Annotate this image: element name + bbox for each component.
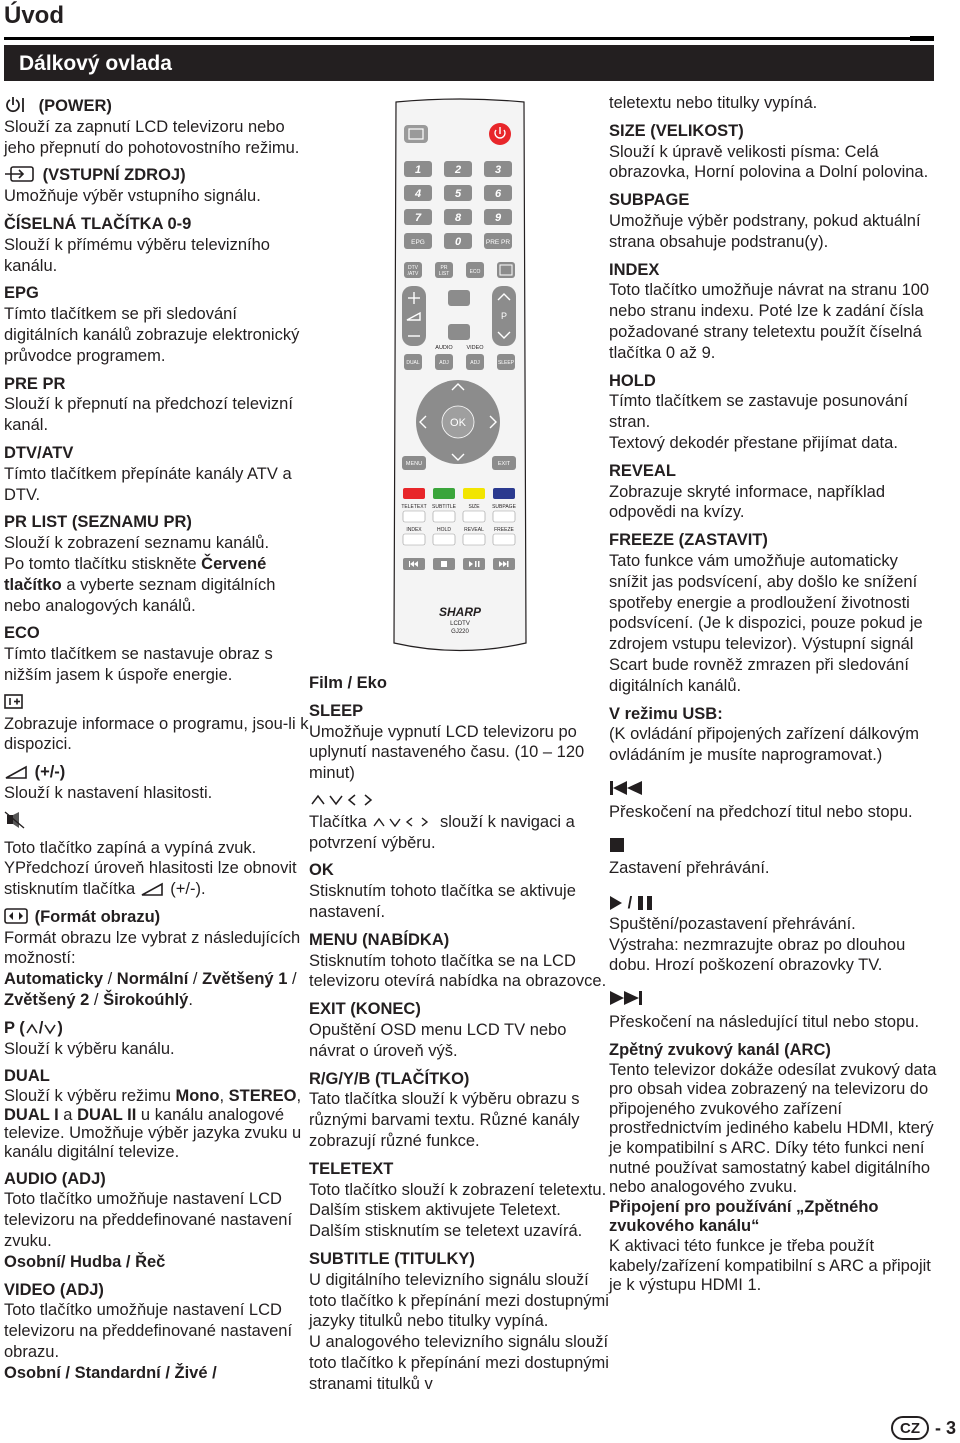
dual-and: a — [58, 1105, 78, 1124]
remote-blue-button — [493, 488, 515, 499]
remote-dtv-label: DTV — [408, 265, 418, 271]
chevron-up-icon — [25, 1022, 39, 1036]
video-desc: Toto tlačítko umožňuje nastavení LCD televizoru na předdefinované nastavení obrazu. — [4, 1301, 293, 1362]
mute-text-b: (+/-). — [165, 880, 206, 899]
info-heading — [4, 693, 309, 714]
hold-desc-2: Textový dekodér přestane přijímat data. — [609, 433, 898, 452]
remote-key-7: 7 — [414, 212, 422, 224]
remote-reveal-label: REVEAL — [464, 527, 484, 533]
pause-icon — [637, 895, 653, 911]
teletext-desc-1: Toto tlačítko slouží k zobrazení teletextu. — [309, 1180, 607, 1199]
remote-p-label: P — [500, 311, 508, 321]
arc-connect-desc: K aktivaci této funkce je třeba použít kabely/zařízení kompatibilní s ARC a připojit je k výstupu HDMI 1. — [609, 1237, 931, 1295]
remote-key-4: 4 — [414, 188, 422, 200]
remote-model-line2: GJ220 — [451, 629, 469, 635]
language-badge: CZ — [891, 1416, 929, 1440]
info-icon — [4, 693, 24, 711]
sleep-desc: Umožňuje vypnutí LCD televizoru po uplynutí nastaveného času. (10 – 120 minut) — [309, 722, 585, 783]
remote-svg — [390, 98, 530, 658]
mute-heading — [4, 811, 309, 832]
mute-icon — [4, 811, 26, 829]
remote-menu-label: MENU — [405, 461, 423, 467]
index-heading: INDEX — [609, 260, 660, 279]
exit-heading: EXIT (KONEC) — [309, 1000, 421, 1019]
arc-connect-heading: Připojení pro používání „Zpětného zvukového kanálu“ — [609, 1197, 879, 1236]
format-heading — [4, 907, 309, 928]
nav-desc — [309, 812, 609, 854]
epg-heading: EPG — [4, 284, 39, 303]
remote-key-0: 0 — [454, 236, 462, 248]
remote-index-label: INDEX — [406, 527, 422, 533]
separator: / — [89, 991, 104, 1010]
remote-mute-button — [448, 290, 470, 306]
skip-next-icon — [609, 990, 647, 1006]
remote-list-label: LIST — [438, 271, 450, 277]
epg-desc: Tímto tlačítkem se při sledování digitálních kanálů zobrazuje elektronický průvodce programem. — [4, 305, 300, 365]
input-source-icon — [4, 165, 38, 183]
arc-desc: Tento televizor dokáže odesílat zvukový data pro obsah videa zobrazený na televizoru do připojeného zvukového zařízení prostřednictvím jediného kabelu HDMI, který je kompatibilní s ARC. Díky této funkci není nutné používat samostatný kabel digitálního nebo analogového zvuku. — [609, 1060, 937, 1197]
period: . — [188, 991, 193, 1010]
remote-size-label: SIZE — [468, 504, 480, 510]
page-footer — [891, 1416, 956, 1440]
dual-heading: DUAL — [4, 1067, 50, 1086]
rgyb-heading: R/G/Y/B (TLAČÍTKO) — [309, 1069, 470, 1088]
comma: , — [219, 1087, 229, 1106]
subpage-desc: Umožňuje výběr podstrany, pokud aktuální strana obsahuje podstranu(y). — [609, 211, 921, 251]
source-heading — [4, 165, 309, 186]
usb-heading: V režimu USB: — [609, 704, 723, 723]
mute-desc-2 — [4, 858, 309, 900]
remote-dual-label: DUAL — [406, 360, 420, 366]
dual-i: DUAL I — [4, 1105, 59, 1124]
remote-hold-label: HOLD — [437, 527, 451, 533]
arc-heading: Zpětný zvukový kanál (ARC) — [609, 1040, 831, 1059]
remote-prepr-label: PRE PR — [485, 239, 511, 246]
arrow-keys-inline-icon — [371, 814, 435, 830]
hold-heading: HOLD — [609, 371, 656, 390]
separator: / — [103, 970, 117, 989]
format-label: (Formát obrazu) — [34, 907, 161, 926]
play-icon — [609, 895, 623, 911]
remote-key-9: 9 — [494, 212, 502, 224]
remote-key-8: 8 — [454, 212, 462, 224]
page-number: - 3 — [934, 1417, 956, 1438]
column-middle — [309, 673, 609, 1395]
remote-ok-label: OK — [450, 417, 466, 429]
dtv-heading: DTV/ATV — [4, 443, 74, 462]
format-option-zoom1: Zvětšený 1 — [202, 970, 288, 989]
play-desc-2: Výstraha: nezmrazujte obraz po dlouhou dobu. Hrozí poškození obrazovky TV. — [609, 935, 906, 975]
remote-atv-label: /ATV — [407, 271, 419, 277]
p-label: P ( — [4, 1018, 25, 1037]
usb-desc: (K ovládání připojených zařízení dálkovým ovládáním je musíte naprogramovat.) — [609, 725, 919, 765]
remote-key-3: 3 — [494, 164, 502, 176]
teletext-heading: TELETEXT — [309, 1159, 394, 1178]
size-desc: Slouží k úpravě velikosti písma: Celá obrazovka, Horní polovina a Dolní polovina. — [609, 142, 929, 182]
remote-model-line1: LCDTV — [450, 621, 470, 627]
source-label: (VSTUPNÍ ZDROJ) — [42, 166, 186, 185]
slash: / — [38, 1018, 44, 1037]
teletext-desc-2: Dalším stiskem aktivujete Teletext. — [309, 1201, 561, 1220]
rgyb-desc: Tato tlačítka slouží k výběru obrazu s různými barvami textu. Různé kanály zobrazují různé funkce. — [309, 1090, 580, 1150]
power-desc: Slouží za zapnutí LCD televizoru nebo jeho přepnutí do pohotovostního režimu. — [4, 117, 300, 157]
teletext-desc-3: Dalším stisknutím se teletext uzavírá. — [309, 1222, 583, 1241]
prev-heading — [609, 780, 939, 802]
video-heading: VIDEO (ADJ) — [4, 1280, 104, 1299]
stop-heading — [609, 837, 939, 859]
column-left — [4, 96, 309, 1384]
remote-epg-label: EPG — [411, 239, 425, 246]
volume-icon — [4, 764, 30, 780]
separator: / — [188, 970, 203, 989]
reveal-heading: REVEAL — [609, 461, 676, 480]
index-desc: Toto tlačítko umožňuje návrat na stranu 100 nebo stranu indexu. Poté lze k zadání čísla požadované strany teletextu použít číselná tlačítka 0 až 9. — [609, 281, 930, 362]
remote-pr-label: PR — [440, 265, 448, 271]
play-separator: / — [623, 894, 637, 913]
prev-desc: Přeskočení na předchozí titul nebo stopu. — [609, 802, 913, 821]
ok-heading: OK — [309, 861, 334, 880]
page-title: Úvod — [4, 2, 64, 29]
format-option-auto: Automaticky — [4, 970, 104, 989]
hold-desc-1: Tímto tlačítkem se zastavuje posunování stran. — [609, 392, 908, 432]
nav-heading — [309, 791, 609, 812]
remote-video-label: VIDEO — [466, 345, 484, 351]
remote-red-button — [403, 488, 425, 499]
eco-desc: Tímto tlačítkem se nastavuje obraz s nižším jasem k úspoře energie. — [4, 645, 273, 684]
power-icon — [4, 96, 34, 114]
remote-freeze-label: FREEZE — [494, 527, 514, 533]
subpage-heading: SUBPAGE — [609, 191, 690, 210]
title-rule-accent — [910, 36, 934, 41]
dual-mono: Mono — [175, 1087, 220, 1106]
power-heading — [4, 96, 309, 117]
num-desc: Slouží k přímému výběru televizního kanálu. — [4, 235, 270, 275]
subtitle-desc-2: U analogového televizního signálu slouží toto tlačítko k přepínání mezi dostupnými stranami titulků v — [309, 1333, 609, 1393]
exit-desc: Opuštění OSD menu LCD TV nebo návrat o úroveň výš. — [309, 1020, 567, 1060]
freeze-desc: Tato funkce vám umožňuje automaticky snížit jas podsvícení, aby došlo ke snížení spotřeby energie a prodloužení životnosti podsvícení. (Je k dispozici, pouze pokud je zdrojem vstupu televizor). Výstupní signál Scart bude rovněž zmrazen při sledování digitálních kanálů. — [609, 551, 923, 695]
remote-format-button — [448, 324, 470, 340]
format-option-wide: Širokoúhlý — [103, 991, 189, 1010]
remote-audio-label: AUDIO — [435, 345, 453, 351]
play-heading — [609, 893, 939, 914]
remote-green-button — [433, 488, 455, 499]
freeze-heading: FREEZE (ZASTAVIT) — [609, 531, 768, 550]
remote-eco-label: ECO — [469, 269, 481, 275]
subtitle-heading: SUBTITLE (TITULKY) — [309, 1249, 475, 1268]
dual-text-b: u kanálu analogové televize. Umožňuje výběr jazyka zvuku u kanálu digitální televize. — [4, 1105, 302, 1162]
dual-desc — [4, 1087, 309, 1161]
size-heading: SIZE (VELIKOST) — [609, 121, 744, 140]
prlist-text-a: Po tomto tlačítku stiskněte — [4, 554, 202, 573]
volume-icon-inline — [140, 881, 166, 897]
separator: / — [287, 970, 297, 989]
format-options — [4, 969, 309, 1011]
next-heading — [609, 990, 939, 1012]
format-option-zoom2: Zvětšený 2 — [4, 991, 90, 1010]
remote-yellow-button — [463, 488, 485, 499]
title-rule — [4, 37, 934, 40]
chevron-down-icon — [43, 1022, 57, 1036]
column-right — [609, 93, 939, 1296]
remote-key-5: 5 — [454, 188, 462, 200]
source-desc: Umožňuje výběr vstupního signálu. — [4, 187, 261, 206]
stop-icon — [609, 837, 625, 853]
menu-desc: Stisknutím tohoto tlačítka se na LCD televizoru otevírá nabídka na obrazovce. — [309, 951, 607, 991]
remote-key-2: 2 — [454, 164, 462, 176]
play-desc-1: Spuštění/pozastavení přehrávání. — [609, 914, 856, 933]
remote-subpage-label: SUBPAGE — [492, 504, 516, 510]
ok-desc: Stisknutím tohoto tlačítka se aktivuje nastavení. — [309, 882, 576, 921]
dtv-desc: Tímto tlačítkem přepínáte kanály ATV a DTV. — [4, 464, 292, 504]
remote-brand-logo: SHARP — [438, 605, 482, 619]
format-option-normal: Normální — [116, 970, 189, 989]
dual-text-a: Slouží k výběru režimu — [4, 1087, 176, 1106]
volume-label: (+/-) — [34, 763, 66, 782]
prlist-text-c: a vyberte seznam digitálních nebo analogových kanálů. — [4, 575, 276, 615]
info-desc: Zobrazuje informace o programu, jsou-li k dispozici. — [4, 714, 309, 754]
p-heading — [4, 1018, 309, 1039]
prlist-desc: Slouží k zobrazení seznamu kanálů. — [4, 534, 270, 553]
menu-heading: MENU (NABÍDKA) — [309, 930, 450, 949]
dual-stereo: STEREO — [228, 1087, 297, 1106]
stop-desc: Zastavení přehrávání. — [609, 859, 770, 878]
paren: ) — [57, 1018, 63, 1037]
remote-key-1: 1 — [414, 164, 422, 176]
audio-heading: AUDIO (ADJ) — [4, 1169, 106, 1188]
remote-source-button — [404, 125, 428, 143]
subtitle-desc-cont: teletextu nebo titulky vypíná. — [609, 94, 818, 112]
remote-adj-audio-label: ADJ — [439, 360, 449, 366]
nav-text-a: Tlačítka — [309, 812, 367, 831]
prlist-desc-2 — [4, 554, 309, 616]
volume-desc: Slouží k nastavení hlasitosti. — [4, 783, 213, 802]
remote-control-illustration — [390, 98, 530, 658]
arrow-keys-icon — [309, 791, 379, 809]
remote-teletext-label: TELETEXT — [401, 504, 427, 510]
remote-sleep-label: SLEEP — [497, 360, 515, 366]
prepr-desc: Slouží k přepnutí na předchozí televizní kanál. — [4, 395, 293, 435]
mute-text-a: YPředchozí úroveň hlasitosti lze obnovit stisknutím tlačítka — [4, 859, 297, 899]
next-desc: Přeskočení na následující titul nebo stopu. — [609, 1013, 920, 1032]
remote-subtitle-label: SUBTITLE — [432, 504, 456, 510]
p-desc: Slouží k výběru kanálu. — [4, 1039, 175, 1058]
num-heading: ČÍSELNÁ TLAČÍTKA 0-9 — [4, 214, 192, 233]
picture-format-icon — [4, 907, 30, 925]
subtitle-desc-1: U digitálního televizního signálu slouží toto tlačítko k přepínání mezi dostupnými jazyky titulků nebo titulky vypíná. — [309, 1270, 609, 1331]
audio-desc: Toto tlačítko umožňuje nastavení LCD televizoru na předdefinované nastavení zvuku. — [4, 1190, 293, 1251]
comma: , — [296, 1087, 302, 1106]
sleep-heading: SLEEP — [309, 701, 364, 720]
power-label: (POWER) — [38, 97, 112, 115]
remote-adj-video-label: ADJ — [470, 360, 480, 366]
audio-options: Osobní/ Hudba / Řeč — [4, 1252, 166, 1271]
video-options: Osobní / Standardní / Živé / — [4, 1363, 217, 1382]
prlist-red-button-text: Červené tlačítko — [4, 554, 267, 594]
volume-heading — [4, 762, 309, 783]
dual-ii: DUAL II — [77, 1105, 137, 1124]
format-desc: Formát obrazu lze vybrat z následujících možností: — [4, 928, 301, 968]
reveal-desc: Zobrazuje skryté informace, například odpovědi na kvízy. — [609, 482, 886, 522]
prepr-heading: PRE PR — [4, 374, 66, 393]
section-heading: Dálkový ovlada — [4, 45, 934, 81]
nav-text-b: slouží k navigaci a potvrzení výběru. — [309, 812, 575, 852]
mute-desc-1: Toto tlačítko zapíná a vypíná zvuk. — [4, 838, 257, 857]
remote-key-6: 6 — [494, 188, 502, 200]
remote-exit-label: EXIT — [497, 461, 511, 467]
prlist-heading: PR LIST (SEZNAMU PR) — [4, 513, 192, 532]
eco-heading: ECO — [4, 624, 40, 643]
video-options-cont: Film / Eko — [309, 674, 387, 692]
skip-previous-icon — [609, 780, 647, 796]
